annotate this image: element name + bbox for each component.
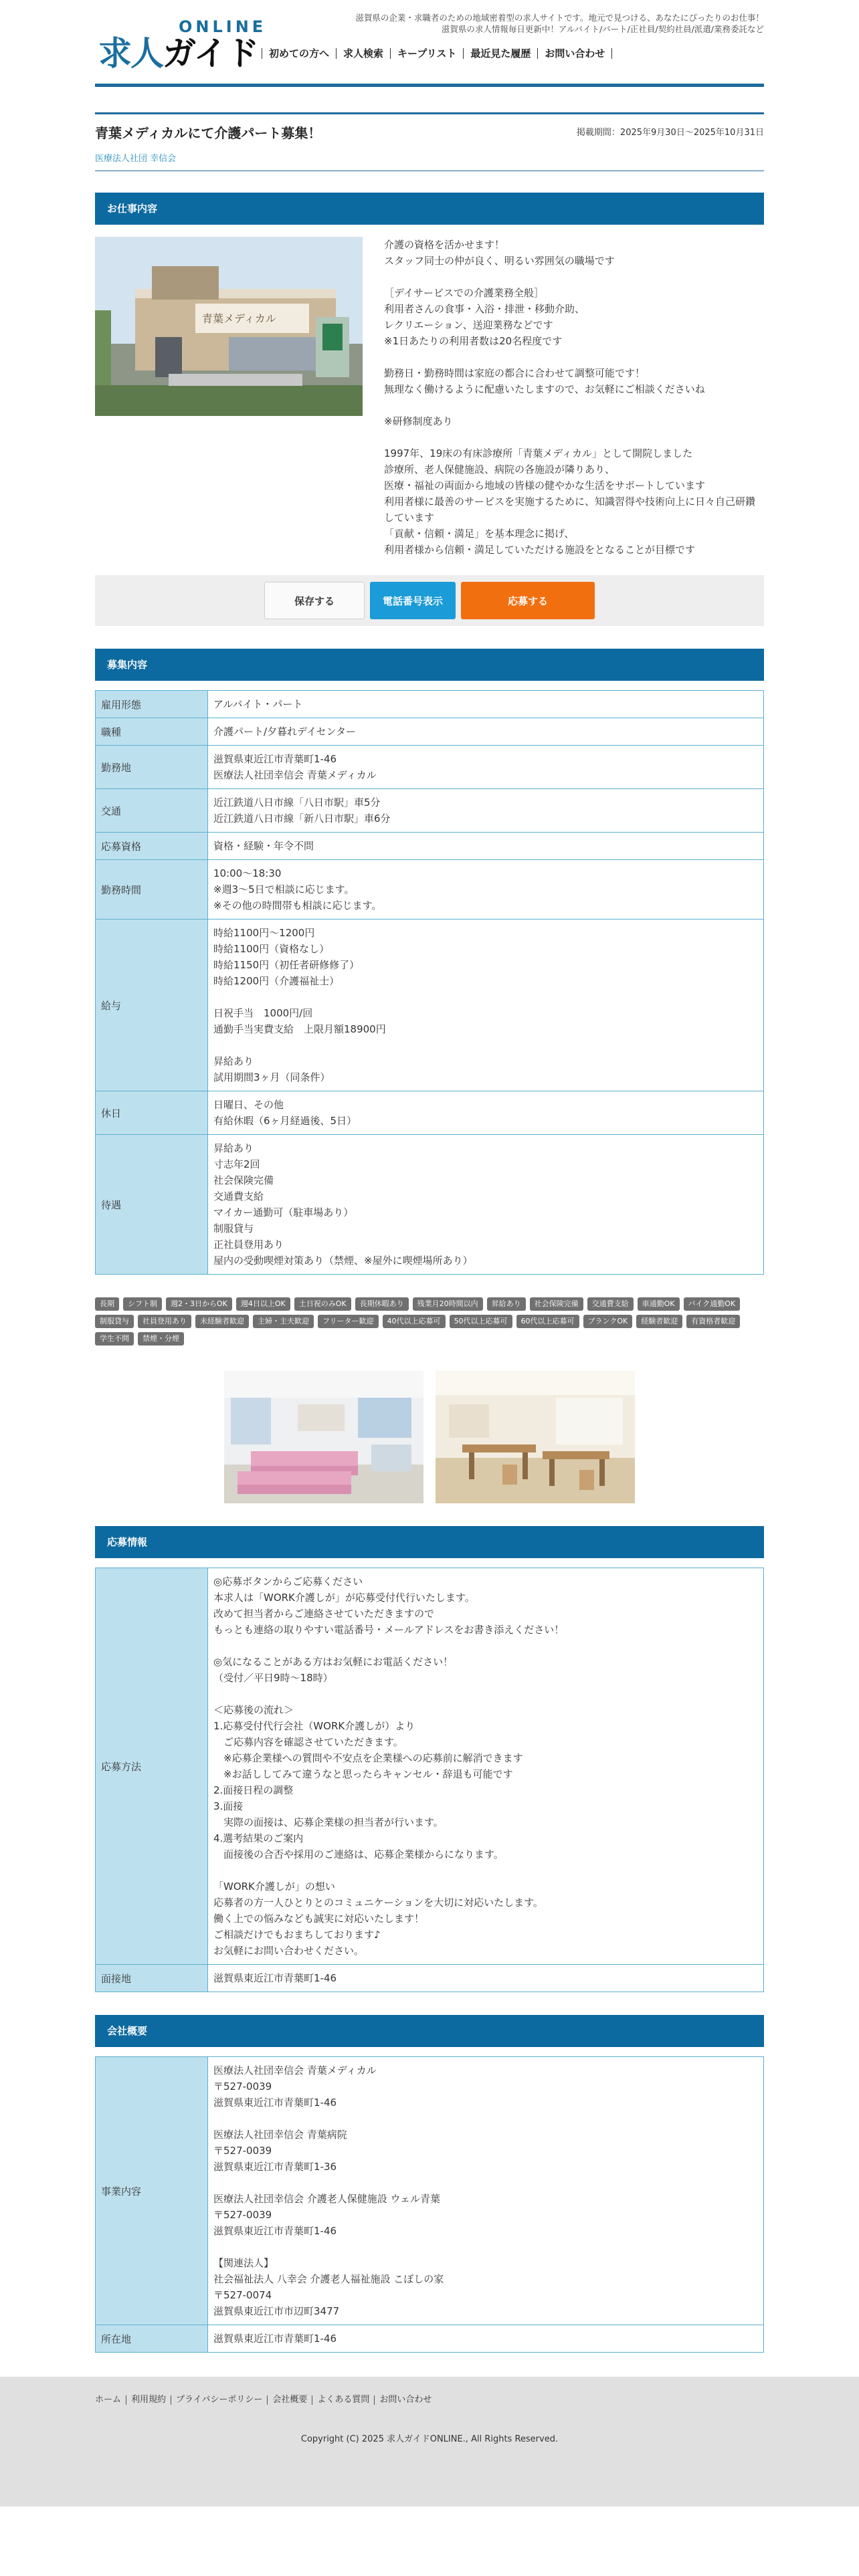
site-logo[interactable]: [98, 17, 267, 73]
feature-tag: 未経験者歓迎: [195, 1315, 249, 1328]
feature-tag: 禁煙・分煙: [138, 1332, 184, 1346]
recruit-value: 時給1100円〜1200円 時給1100円（資格なし） 時給1150円（初任者研修修了） 時給1200円（介護福祉士） 日祝手当 1000円/回 通勤手当実費支給 上限月額18900円 昇給あり 試用期間3ヶ月（同条件）: [208, 920, 764, 1091]
feature-tag: 週2・3日からOK: [166, 1297, 232, 1311]
recruit-row: [96, 691, 764, 718]
recruit-row: [96, 1091, 764, 1135]
recruit-table: [95, 690, 764, 1275]
apply-value: 滋賀県東近江市青葉町1-46: [208, 1965, 764, 1992]
recruit-value: 資格・経験・年令不問: [208, 833, 764, 860]
footer-link-faq[interactable]: よくある質問: [312, 2395, 374, 2405]
nav-contact[interactable]: お問い合わせ: [537, 48, 612, 59]
apply-row: [96, 1568, 764, 1965]
job-title-area: [95, 112, 764, 171]
feature-tag: 経験者歓迎: [636, 1315, 682, 1328]
section-header-company: 会社概要: [95, 2015, 764, 2047]
work-description: 介護の資格を活かせます！ スタッフ同士の仲が良く、明るい雰囲気の職場です ［デイサービスでの介護業務全般］ 利用者さんの食事・入浴・排泄・移動介助、 レクリエーション、送迎業務などです ※1日あたりの利用者数は20名程度です 勤務日・勤務時間は家庭の都合に合わせて調整可能です！ 無理なく働けるように配慮いたしますので、お気軽にご相談くださいね ※研修制度あり 1997年、19床の有床診療所「青葉メディカル」として開院しました 診療所、老人保健施設、病院の各施設が隣りあり、 医療・福祉の両面から地域の皆様の健やかな生活をサポートしています 利用者様に最善のサービスを実施するために、知識習得や技術向上に日々自己研鑽しています 「貢献・信頼・満足」を基本理念に掲げ、 利用者様から信頼・満足していただける施設をとなることが目標です: [384, 239, 756, 556]
apply-value: ◎応募ボタンからご応募ください 本求人は「WORK介護しが」が応募受付代行いたします。 改めて担当者からご連絡させていただきますので もっとも連絡の取りやすい電話番号・メールアドレスをお書き添えください！ ◎気になることがある方はお気軽にお電話ください！ （受付／平日9時〜18時） ＜応募後の流れ＞ 1.応募受付代行会社（WORK介護しが）より ご応募内容を確認させていただきます。 ※応募企業様への質問や不安点を企業様への応募前に解消できます ※お話ししてみて違うなと思ったらキャンセル・辞退も可能です 2.面接日程の調整 3.面接 実際の面接は、応募企業様の担当者が行います。 4.選考結果のご案内 面接後の合否や採用のご連絡は、応募企業様からになります。 「WORK介護しが」の想い 応募者の方一人ひとりとのコミュニケーションを大切に対応いたします。 働く上での悩みなども誠実に対応いたします！ ご相談だけでもおまちしております♪ お気軽にお問い合わせください。: [208, 1568, 764, 1965]
company-row: [96, 2325, 764, 2353]
feature-tag: ブランクOK: [583, 1315, 633, 1328]
feature-tag: 60代以上応募可: [516, 1315, 579, 1328]
photo-gallery: [95, 1371, 764, 1503]
feature-tag: 社員登用あり: [138, 1315, 191, 1328]
feature-tag: 昇給あり: [487, 1297, 526, 1311]
feature-tag: 制服貸与: [95, 1315, 134, 1328]
recruit-row: [96, 718, 764, 746]
recruit-label: 職種: [96, 718, 208, 746]
recruit-value: アルバイト・パート: [208, 691, 764, 718]
feature-tag: 長期: [95, 1297, 119, 1311]
feature-tag: 週4日以上OK: [236, 1297, 290, 1311]
footer-link-company[interactable]: 会社概要: [267, 2395, 312, 2405]
site-header: [95, 0, 764, 87]
recruit-label: 交通: [96, 789, 208, 833]
facility-building-image: [95, 237, 363, 416]
recruit-value: 介護パート/夕暮れデイセンター: [208, 718, 764, 746]
apply-row: [96, 1965, 764, 1992]
recruit-label: 応募資格: [96, 833, 208, 860]
nav-keep-list[interactable]: キープリスト: [390, 48, 464, 59]
feature-tag: 有資格者歓迎: [686, 1315, 740, 1328]
company-value: 医療法人社団幸信会 青葉メディカル 〒527-0039 滋賀県東近江市青葉町1-46 医療法人社団幸信会 青葉病院 〒527-0039 滋賀県東近江市青葉町1-36 医療法人社団幸信会 介護老人保健施設 ウェル青葉 〒527-0039 滋賀県東近江市青葉町1-46 【関連法人】 社会福祉法人 八幸会 介護老人福祉施設 こぼしの家 〒527-0074 滋賀県東近江市市辺町3477: [208, 2057, 764, 2325]
footer-link-terms[interactable]: 利用規約: [126, 2395, 171, 2405]
feature-tag: 残業月20時間以内: [413, 1297, 483, 1311]
recruit-row: [96, 746, 764, 789]
company-label: 事業内容: [96, 2057, 208, 2325]
site-tagline: 滋賀県の企業・求職者のための地域密着型の求人サイトです。地元で見つける、あなたにぴったりのお仕事！ 滋賀県の求人情報毎日更新中！アルバイト/パート/正社員/契約社員/派遣/業務委託など: [355, 13, 764, 34]
feature-tag: 40代以上応募可: [383, 1315, 446, 1328]
nav-job-search[interactable]: 求人検索: [336, 48, 391, 59]
work-content: [95, 237, 764, 558]
footer-link-home[interactable]: ホーム: [95, 2395, 122, 2405]
copyright: Copyright (C) 2025 求人ガイドONLINE., All Rights Reserved.: [300, 2434, 559, 2444]
recruit-row: [96, 920, 764, 1091]
apply-button[interactable]: 応募する: [461, 582, 595, 619]
company-table: [95, 2056, 764, 2353]
apply-label: 面接地: [96, 1965, 208, 1992]
feature-tag: 社会保険完備: [530, 1297, 583, 1311]
nav-history[interactable]: 最近見た履歴: [463, 48, 538, 59]
company-value: 滋賀県東近江市青葉町1-46: [208, 2325, 764, 2353]
global-nav: [262, 48, 612, 59]
feature-tag: 学生不問: [95, 1332, 134, 1346]
recruit-value: 昇給あり 寸志年2回 社会保険完備 交通費支給 マイカー通勤可（駐車場あり） 制服貸与 正社員登用あり 屋内の受動喫煙対策あり（禁煙、※屋外に喫煙場所あり）: [208, 1135, 764, 1275]
recruit-label: 雇用形態: [96, 691, 208, 718]
logo-online-text: ONLINE: [179, 17, 267, 36]
apply-label: 応募方法: [96, 1568, 208, 1965]
facility-photo: [95, 237, 363, 416]
apply-table: [95, 1568, 764, 1992]
show-phone-button[interactable]: 電話番号表示: [370, 582, 456, 619]
save-button[interactable]: 保存する: [264, 582, 365, 619]
feature-tag: シフト制: [123, 1297, 162, 1311]
section-header-apply: 応募情報: [95, 1526, 764, 1558]
section-header-work: お仕事内容: [95, 193, 764, 225]
waiting-room-image: [224, 1371, 423, 1503]
dining-room-photo: [436, 1371, 635, 1503]
dining-room-image: [436, 1371, 635, 1503]
recruit-value: 滋賀県東近江市青葉町1-46 医療法人社団幸信会 青葉メディカル: [208, 746, 764, 789]
waiting-room-photo: [224, 1371, 423, 1503]
feature-tags: [95, 1297, 764, 1346]
feature-tag: 土日祝のみOK: [294, 1297, 351, 1311]
recruit-label: 勤務地: [96, 746, 208, 789]
recruit-row: [96, 860, 764, 920]
recruit-row: [96, 1135, 764, 1275]
feature-tag: 50代以上応募可: [450, 1315, 512, 1328]
recruit-label: 休日: [96, 1091, 208, 1135]
recruit-label: 待遇: [96, 1135, 208, 1275]
feature-tag: フリーター歓迎: [318, 1315, 379, 1328]
posting-period: 掲載期間：2025年9月30日〜2025年10月31日: [576, 128, 764, 138]
logo-main-text: 求人ガイド: [98, 34, 258, 73]
company-link[interactable]: 医療法人社団 幸信会: [95, 154, 177, 164]
company-label: 所在地: [96, 2325, 208, 2353]
recruit-value: 10:00〜18:30 ※週3〜5日で相談に応じます。 ※その他の時間帯も相談に応じます。: [208, 860, 764, 920]
recruit-row: [96, 789, 764, 833]
company-row: [96, 2057, 764, 2325]
facility-sign-text: 青葉メディカル: [202, 312, 276, 325]
footer-link-contact[interactable]: お問い合わせ: [374, 2395, 436, 2405]
feature-tag: 車通勤OK: [638, 1297, 680, 1311]
recruit-row: [96, 833, 764, 860]
feature-tag: 長期休暇あり: [355, 1297, 409, 1311]
section-header-recruit: 募集内容: [95, 649, 764, 681]
recruit-value: 日曜日、その他 有給休暇（6ヶ月経過後、5日）: [208, 1091, 764, 1135]
recruit-label: 給与: [96, 920, 208, 1091]
job-title: 青葉メディカルにて介護パート募集！: [95, 125, 322, 141]
recruit-label: 勤務時間: [96, 860, 208, 920]
feature-tag: 交通費支給: [587, 1297, 634, 1311]
action-bar: [95, 575, 764, 626]
feature-tag: 主婦・主夫歓迎: [253, 1315, 314, 1328]
feature-tag: バイク通勤OK: [684, 1297, 741, 1311]
footer-nav: [95, 2395, 764, 2405]
nav-first-time[interactable]: 初めての方へ: [262, 48, 337, 59]
recruit-value: 近江鉄道八日市線「八日市駅」車5分 近江鉄道八日市線「新八日市駅」車6分: [208, 789, 764, 833]
site-footer: [0, 2377, 859, 2506]
footer-link-privacy[interactable]: プライバシーポリシー: [171, 2395, 267, 2405]
